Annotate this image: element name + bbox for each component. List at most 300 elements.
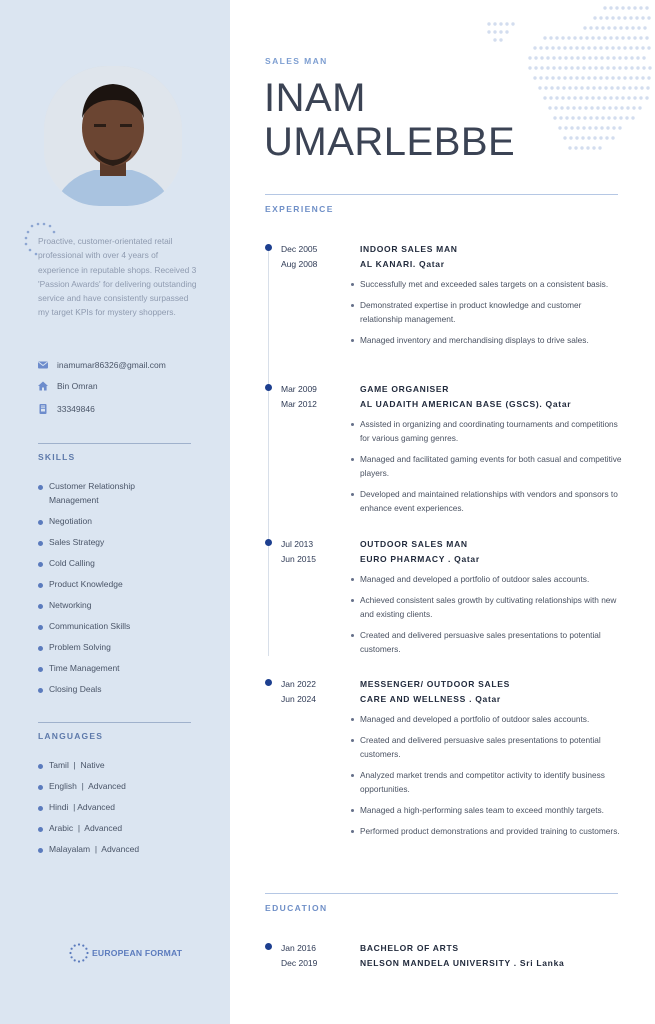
map-dot: [635, 16, 638, 19]
responsibility-item: Managed inventory and merchandising displays to drive sales.: [360, 333, 622, 347]
map-dot: [558, 66, 561, 69]
map-dot: [611, 76, 614, 79]
map-dot: [543, 36, 546, 39]
map-dot: [617, 46, 620, 49]
responsibility-item: Created and delivered persuasive sales presentations to potential customers.: [360, 733, 622, 761]
contact-address: [38, 381, 208, 391]
map-dot: [595, 26, 598, 29]
date-range: [281, 941, 341, 971]
map-dot: [549, 96, 552, 99]
map-dot: [610, 86, 613, 89]
map-dot: [546, 66, 549, 69]
map-dot: [545, 46, 548, 49]
map-dot: [558, 56, 561, 59]
map-dot: [601, 116, 604, 119]
divider: [38, 443, 191, 444]
map-dot: [589, 26, 592, 29]
map-dot: [606, 56, 609, 59]
map-dot: [600, 56, 603, 59]
map-dot: [545, 76, 548, 79]
map-dot: [591, 36, 594, 39]
map-dot: [625, 116, 628, 119]
map-dot: [552, 66, 555, 69]
map-dot: [618, 126, 621, 129]
map-dot: [539, 76, 542, 79]
role-block: [360, 537, 625, 567]
map-dot: [569, 76, 572, 79]
responsibility-item: Assisted in organizing and coordinating tournaments and competitions for various gaming genres.: [360, 417, 622, 445]
map-dot: [647, 46, 650, 49]
map-dot: [646, 86, 649, 89]
map-dot: [618, 56, 621, 59]
experience-entry: [260, 677, 625, 857]
map-dot: [563, 76, 566, 79]
map-dot: [570, 126, 573, 129]
map-dot: [540, 66, 543, 69]
map-dot: [572, 106, 575, 109]
map-dot: [627, 6, 630, 9]
map-dot: [548, 106, 551, 109]
map-dot: [641, 16, 644, 19]
map-dot: [593, 76, 596, 79]
map-dot: [612, 126, 615, 129]
map-dot: [632, 106, 635, 109]
company-name: EURO PHARMACY . Qatar: [360, 554, 480, 564]
skills-heading: SKILLS: [38, 452, 76, 462]
map-dot: [511, 22, 514, 25]
responsibility-item: Managed and developed a portfolio of outdoor sales accounts.: [360, 572, 622, 586]
divider: [265, 893, 618, 894]
map-dot: [647, 76, 650, 79]
map-dot: [641, 76, 644, 79]
map-dot: [615, 6, 618, 9]
logo-text: EUROPEAN FORMAT: [92, 948, 183, 958]
map-dot: [626, 106, 629, 109]
responsibility-item: Demonstrated expertise in product knowledge and customer relationship management.: [360, 298, 622, 326]
map-dot: [579, 96, 582, 99]
map-dot: [567, 36, 570, 39]
degree-block: [360, 941, 625, 971]
map-dot: [606, 66, 609, 69]
map-dot: [600, 126, 603, 129]
profile-photo: [44, 66, 182, 206]
map-dot: [540, 56, 543, 59]
company-name: AL UADAITH AMERICAN BASE (GSCS). Qatar: [360, 399, 572, 409]
skill-item: Sales Strategy: [38, 536, 143, 550]
map-dot: [635, 76, 638, 79]
skill-item: Customer Relationship Management: [38, 480, 143, 507]
map-dot: [608, 106, 611, 109]
language-item: Malayalam | Advanced: [38, 843, 139, 857]
role-block: [360, 242, 625, 272]
map-dot: [599, 76, 602, 79]
map-dot: [570, 66, 573, 69]
experience-heading: EXPERIENCE: [265, 204, 334, 214]
language-item: Arabic | Advanced: [38, 822, 122, 836]
responsibility-item: Managed and developed a portfolio of outdoor sales accounts.: [360, 712, 622, 726]
responsibility-item: Managed and facilitated gaming events for both casual and competitive players.: [360, 454, 622, 478]
map-dot: [633, 6, 636, 9]
map-dot: [621, 6, 624, 9]
responsibilities-list: [360, 417, 622, 522]
timeline-dot: [265, 244, 272, 251]
map-dot: [533, 46, 536, 49]
map-dot: [487, 22, 490, 25]
role-title: MESSENGER/ OUTDOOR SALES: [360, 679, 510, 689]
map-dot: [554, 106, 557, 109]
map-dot: [558, 126, 561, 129]
map-dot: [615, 96, 618, 99]
map-dot: [556, 86, 559, 89]
map-dot: [599, 136, 602, 139]
map-dot: [587, 76, 590, 79]
map-dot: [636, 56, 639, 59]
language-item: English | Advanced: [38, 780, 126, 794]
map-dot: [593, 136, 596, 139]
map-dot: [555, 96, 558, 99]
map-dot: [645, 36, 648, 39]
map-dot: [620, 106, 623, 109]
map-dot: [538, 86, 541, 89]
map-dot: [616, 86, 619, 89]
timeline-dot: [265, 943, 272, 950]
map-dot: [580, 86, 583, 89]
date-range: [281, 382, 341, 412]
eu-stars-icon: [68, 942, 90, 964]
contact-phone[interactable]: [38, 404, 208, 414]
map-dot: [559, 116, 562, 119]
map-dot: [630, 66, 633, 69]
map-dot: [534, 56, 537, 59]
start-date: Dec 2005: [281, 244, 318, 254]
map-dot: [603, 36, 606, 39]
map-dot: [561, 36, 564, 39]
map-dot: [606, 126, 609, 129]
map-dot: [563, 136, 566, 139]
map-dot: [590, 106, 593, 109]
map-dot: [576, 66, 579, 69]
map-dot: [583, 116, 586, 119]
phone-text: 33349846: [57, 404, 95, 414]
map-dot: [615, 36, 618, 39]
map-dot: [555, 36, 558, 39]
map-dot: [557, 76, 560, 79]
map-dot: [571, 116, 574, 119]
map-dot: [585, 36, 588, 39]
map-dot: [629, 46, 632, 49]
map-dot: [553, 116, 556, 119]
map-dot: [583, 26, 586, 29]
map-dot: [598, 86, 601, 89]
map-dot: [551, 76, 554, 79]
skill-item: Communication Skills: [38, 620, 143, 634]
map-dot: [560, 106, 563, 109]
map-dot: [627, 36, 630, 39]
map-dot: [596, 106, 599, 109]
map-dot: [595, 116, 598, 119]
degree-title: BACHELOR OF ARTS: [360, 943, 459, 953]
map-dot: [534, 66, 537, 69]
map-dot: [533, 76, 536, 79]
map-dot: [642, 56, 645, 59]
map-dot: [643, 26, 646, 29]
map-dot: [597, 36, 600, 39]
map-dot: [487, 30, 490, 33]
map-dot: [588, 56, 591, 59]
responsibility-item: Analyzed market trends and competitor activity to identify business opportunities.: [360, 768, 622, 796]
map-dot: [623, 16, 626, 19]
map-dot: [630, 56, 633, 59]
map-dot: [582, 66, 585, 69]
skill-item: Time Management: [38, 662, 143, 676]
profile-summary: Proactive, customer-orientated retail professional with over 4 years of experience in reputable shops. Received 3 'Passion Awards' for delivering outstanding service and have consistently surpassed my target KPIs for mystery shoppers.: [38, 236, 197, 318]
map-dot: [569, 46, 572, 49]
map-dot: [640, 86, 643, 89]
map-dot: [576, 56, 579, 59]
map-dot: [564, 66, 567, 69]
address-text: Bin Omran: [57, 381, 98, 391]
company-name: AL KANARI. Qatar: [360, 259, 445, 269]
map-dot: [605, 76, 608, 79]
map-dot: [586, 146, 589, 149]
map-dot: [493, 22, 496, 25]
profile-photo-image: [44, 66, 182, 206]
map-dot: [570, 56, 573, 59]
map-dot: [587, 46, 590, 49]
map-dot: [594, 66, 597, 69]
map-dot: [598, 146, 601, 149]
start-date: Jul 2013: [281, 539, 314, 549]
job-title: SALES MAN: [265, 56, 328, 66]
map-dot: [588, 66, 591, 69]
skill-item: Product Knowledge: [38, 578, 143, 592]
map-dot: [602, 106, 605, 109]
responsibility-item: Developed and maintained relationships with vendors and sponsors to enhance event experiences.: [360, 487, 622, 515]
map-dot: [633, 96, 636, 99]
map-dot: [603, 6, 606, 9]
responsibility-item: Successfully met and exceeded sales targets on a consistent basis.: [360, 277, 622, 291]
map-dot: [629, 76, 632, 79]
map-dot: [569, 136, 572, 139]
end-date: Aug 2008: [281, 259, 318, 269]
responsibility-item: Performed product demonstrations and provided training to customers.: [360, 824, 622, 838]
map-dot: [599, 46, 602, 49]
contact-email[interactable]: [38, 360, 208, 370]
responsibilities-list: [360, 712, 622, 845]
sidebar: [0, 0, 230, 1024]
role-title: INDOOR SALES MAN: [360, 244, 458, 254]
map-dot: [567, 96, 570, 99]
map-dot: [635, 46, 638, 49]
map-dot: [613, 26, 616, 29]
date-range: [281, 537, 341, 567]
map-dot: [575, 136, 578, 139]
home-icon: [38, 381, 48, 391]
map-dot: [581, 76, 584, 79]
map-dot: [629, 16, 632, 19]
map-dot: [605, 16, 608, 19]
map-dot: [593, 16, 596, 19]
map-dot: [593, 46, 596, 49]
map-dot: [564, 126, 567, 129]
map-dot: [549, 36, 552, 39]
responsibilities-list: [360, 572, 622, 663]
map-dot: [622, 86, 625, 89]
company-name: CARE AND WELLNESS . Qatar: [360, 694, 501, 704]
date-range: [281, 242, 341, 272]
map-dot: [636, 66, 639, 69]
responsibilities-list: [360, 277, 622, 354]
map-dot: [575, 46, 578, 49]
map-dot: [639, 96, 642, 99]
map-dot: [573, 96, 576, 99]
skill-item: Negotiation: [38, 515, 143, 529]
map-dot: [563, 46, 566, 49]
responsibility-item: Achieved consistent sales growth by cultivating relationships with new and existing clients.: [360, 593, 622, 621]
map-dot: [625, 26, 628, 29]
divider: [265, 194, 618, 195]
map-dot: [591, 96, 594, 99]
divider: [38, 722, 191, 723]
map-dot: [594, 56, 597, 59]
map-dot: [578, 106, 581, 109]
map-dot: [582, 56, 585, 59]
language-item: Hindi | Advanced: [38, 801, 115, 815]
map-dot: [647, 16, 650, 19]
map-dot: [584, 106, 587, 109]
skill-item: Cold Calling: [38, 557, 143, 571]
map-dot: [648, 66, 651, 69]
map-dot: [557, 46, 560, 49]
map-dot: [562, 86, 565, 89]
map-dot: [576, 126, 579, 129]
map-dot: [638, 106, 641, 109]
map-dot: [609, 96, 612, 99]
map-dot: [619, 26, 622, 29]
start-date: Mar 2009: [281, 384, 317, 394]
map-dot: [550, 86, 553, 89]
map-dot: [617, 16, 620, 19]
skill-item: Problem Solving: [38, 641, 143, 655]
map-dot: [628, 86, 631, 89]
map-dot: [505, 22, 508, 25]
end-date: Jun 2024: [281, 694, 316, 704]
map-dot: [573, 36, 576, 39]
envelope-icon: [38, 360, 48, 370]
map-dot: [631, 116, 634, 119]
map-dot: [589, 116, 592, 119]
map-dot: [568, 146, 571, 149]
map-dot: [621, 96, 624, 99]
map-dot: [601, 26, 604, 29]
map-dot: [543, 96, 546, 99]
map-dot: [582, 126, 585, 129]
map-dot: [544, 86, 547, 89]
role-title: GAME ORGANISER: [360, 384, 450, 394]
map-dot: [611, 46, 614, 49]
responsibility-item: Managed a high-performing sales team to exceed monthly targets.: [360, 803, 622, 817]
map-dot: [499, 30, 502, 33]
map-dot: [633, 36, 636, 39]
phone-icon: [38, 404, 48, 414]
map-dot: [623, 76, 626, 79]
education-heading: EDUCATION: [265, 903, 328, 913]
role-block: [360, 677, 625, 707]
email-text: inamumar86326@gmail.com: [57, 360, 166, 370]
map-dot: [623, 46, 626, 49]
map-dot: [605, 46, 608, 49]
map-dot: [493, 38, 496, 41]
map-dot: [611, 16, 614, 19]
map-dot: [617, 76, 620, 79]
map-dot: [505, 30, 508, 33]
map-dot: [631, 26, 634, 29]
start-date: Jan 2016: [281, 943, 316, 953]
last-name: UMARLEBBE: [264, 120, 516, 164]
map-dot: [499, 38, 502, 41]
end-date: Mar 2012: [281, 399, 317, 409]
map-dot: [642, 66, 645, 69]
role-title: OUTDOOR SALES MAN: [360, 539, 468, 549]
timeline-dot: [265, 384, 272, 391]
responsibility-item: Created and delivered persuasive sales presentations to potential customers.: [360, 628, 622, 656]
map-dot: [634, 86, 637, 89]
map-dot: [587, 136, 590, 139]
date-range: [281, 677, 341, 707]
first-name: INAM: [264, 76, 366, 120]
map-dot: [607, 26, 610, 29]
map-dot: [609, 36, 612, 39]
map-dot: [604, 86, 607, 89]
map-dot: [641, 46, 644, 49]
map-dot: [645, 6, 648, 9]
map-dot: [637, 26, 640, 29]
map-dot: [581, 46, 584, 49]
experience-entry: [260, 382, 625, 562]
skill-item: Closing Deals: [38, 683, 143, 697]
map-dot: [600, 66, 603, 69]
candidate-name: [264, 76, 515, 164]
end-date: Dec 2019: [281, 958, 318, 968]
map-dot: [564, 56, 567, 59]
map-dot: [597, 96, 600, 99]
map-dot: [574, 146, 577, 149]
map-dot: [551, 46, 554, 49]
map-dot: [612, 56, 615, 59]
map-dot: [619, 116, 622, 119]
map-dot: [624, 66, 627, 69]
map-dot: [607, 116, 610, 119]
map-dot: [581, 136, 584, 139]
start-date: Jan 2022: [281, 679, 316, 689]
map-dot: [611, 136, 614, 139]
map-dot: [612, 66, 615, 69]
timeline-dot: [265, 679, 272, 686]
map-dot: [639, 36, 642, 39]
languages-heading: LANGUAGES: [38, 731, 104, 741]
map-dot: [645, 96, 648, 99]
map-dot: [574, 86, 577, 89]
map-dot: [639, 6, 642, 9]
map-dot: [588, 126, 591, 129]
timeline-dot: [265, 539, 272, 546]
map-dot: [539, 46, 542, 49]
map-dot: [580, 146, 583, 149]
end-date: Jun 2015: [281, 554, 316, 564]
european-format-logo: [68, 942, 182, 964]
map-dot: [568, 86, 571, 89]
map-dot: [609, 6, 612, 9]
